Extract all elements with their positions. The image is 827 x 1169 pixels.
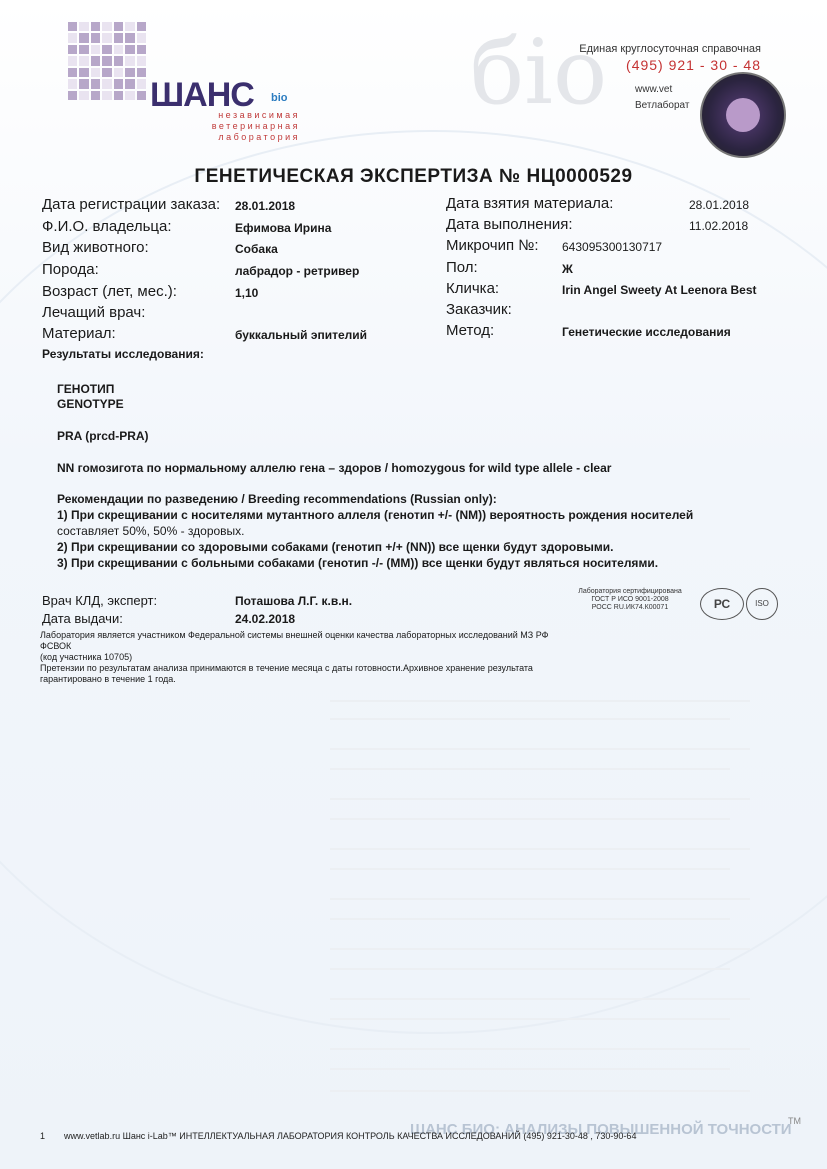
iso-certification-icon: ISO [746,588,778,620]
doctor-label: Врач КЛД, эксперт: [42,593,158,608]
field-value: Ефимова Ирина [235,221,332,235]
recommendation-3: 3) При скрещивании с больными собаками (генотип -/- (MM)) все щенки будут являться носителями. [57,556,659,570]
field-value: Собака [235,242,278,256]
brand-name: ШАНС [150,76,254,114]
brand-subtitle: независимая ветеринарная лаборатория [211,110,300,142]
field-label: Заказчик: [446,301,512,318]
brand-bio: bio [271,92,288,104]
issue-date-value: 24.02.2018 [235,612,296,626]
hotline-title: Единая круглосуточная справочная [579,43,761,55]
field-label: Порода: [42,261,99,278]
field-label: Лечащий врач: [42,304,146,321]
field-value: 1,10 [235,286,259,300]
field-label: Вид животного: [42,239,149,256]
footer [40,1131,636,1141]
field-value: 643095300130717 [562,240,663,254]
footer-text: www.vetlab.ru Шанс i-Lab™ ИНТЕЛЛЕКТУАЛЬНАЯ ЛАБОРАТОРИЯ КОНТРОЛЬ КАЧЕСТВА ИССЛЕДОВАНИЙ (495) 921-30-48 , 730-90-64 [64,1131,637,1141]
results-heading: Результаты исследования: [42,347,204,361]
field-value: 28.01.2018 [235,199,296,213]
recommendation-2: 2) При скрещивании со здоровыми собаками (генотип +/+ (NN)) все щенки будут здоровыми. [57,540,614,554]
document-title: ГЕНЕТИЧЕСКАЯ ЭКСПЕРТИЗА № НЦ0000529 [194,166,633,187]
page-number: 1 [40,1131,46,1141]
bio-watermark-glyph: бio [470,20,608,125]
field-label: Материал: [42,325,116,342]
recommendation-1-cont: составляет 50%, 50% - здоровых. [57,524,245,538]
site-partial: www.vet [635,84,673,95]
genotype-en: GENOTYPE [57,397,124,411]
issue-date-label: Дата выдачи: [42,611,123,626]
shans-logo-mark [68,22,146,100]
test-name: PRA (prcd-PRA) [57,429,149,443]
field-value: буккальный эпителий [235,328,367,342]
field-label: Метод: [446,322,495,339]
field-label: Ф.И.О. владельца: [42,218,172,235]
field-label: Дата регистрации заказа: [42,196,221,213]
field-label: Дата взятия материала: [446,195,614,212]
field-label: Кличка: [446,280,500,297]
genotype-ru: ГЕНОТИП [57,382,115,396]
hotline-phone: (495) 921 - 30 - 48 [626,57,761,73]
field-label: Пол: [446,259,478,276]
field-value: Ж [562,262,573,276]
field-value: Генетические исследования [562,325,731,339]
field-value: 11.02.2018 [689,219,749,233]
doctor-value: Поташова Л.Г. к.в.н. [235,594,353,608]
field-value: Irin Angel Sweety At Leenora Best [562,283,757,297]
pct-certification-icon: РС [700,588,744,620]
lab-partial: Ветлаборат [635,100,690,111]
field-label: Возраст (лет, мес.): [42,283,177,300]
field-value: 28.01.2018 [689,198,750,212]
test-result: NN гомозигота по нормальному аллелю гена – здоров / homozygous for wild type allele - clear [57,461,612,475]
footer-watermark: ШАНС БИО: АНАЛИЗЫ ПОВЫШЕННОЙ ТОЧНОСТИ [410,1121,792,1138]
footer-tm: TM [788,1116,801,1126]
recommendations-title: Рекомендации по разведению / Breeding recommendations (Russian only): [57,492,497,506]
recommendation-1: 1) При скрещивании с носителями мутантного аллеля (генотип +/- (NM)) вероятность рождения носителей [57,508,694,522]
certification-note: Лаборатория сертифицирована ГОСТ Р ИСО 9001-2008 РОСС RU.ИК74.К00071 [578,588,682,611]
seal-stamp-icon [700,72,786,158]
field-value: лабрадор - ретривер [235,264,360,278]
notes: Лаборатория является участником Федеральной системы внешней оценки качества лабораторных исследований МЗ РФ ФСВОК (код участника 10705) Претензии по результатам анализа принимаются в течение месяца с даты готовности.Архивное хранение результата гарантировано в течение 1 года. [40,630,549,684]
field-label: Микрочип №: [446,237,539,254]
field-label: Дата выполнения: [446,216,573,233]
